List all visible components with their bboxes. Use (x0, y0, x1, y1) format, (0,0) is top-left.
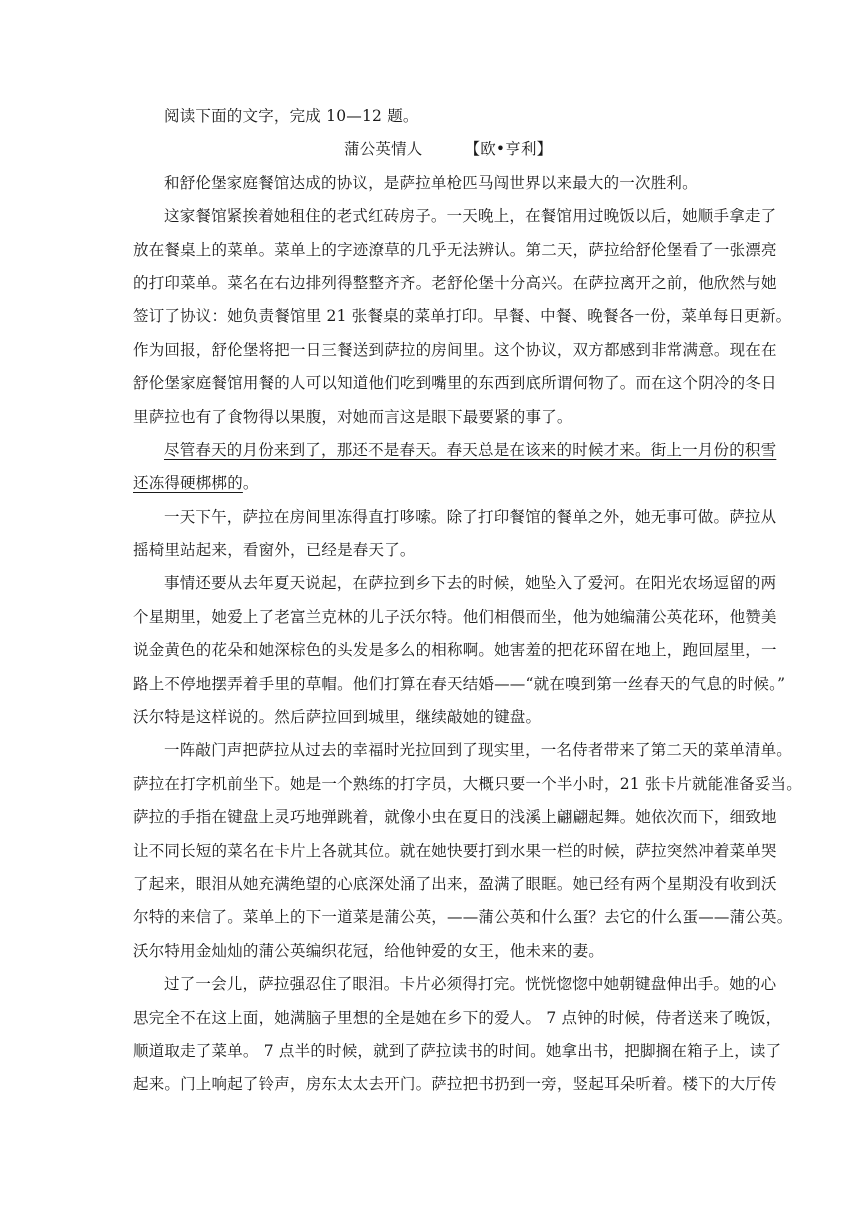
paragraph-line: 萨拉在打字机前坐下。她是一个熟练的打字员，大概只要一个半小时，21 张卡片就能准备妥当。 (133, 774, 802, 793)
paragraph-line: 的打印菜单。菜名在右边排列得整整齐齐。老舒伦堡十分高兴。在萨拉离开之前，他欣然与她 (133, 273, 777, 292)
paragraph-line: 舒伦堡家庭餐馆用餐的人可以知道他们吃到嘴里的东西到底所谓何物了。而在这个阴冷的冬日 (133, 374, 777, 393)
article-heading (133, 133, 769, 166)
paragraph-line: 摇椅里站起来，看窗外，已经是春天了。 (133, 541, 416, 560)
document-page (133, 100, 802, 1102)
paragraph-line: 作为回报，舒伦堡将把一日三餐送到萨拉的房间里。这个协议，双方都感到非常满意。现在在 (133, 340, 777, 359)
paragraph-line: 里萨拉也有了食物得以果腹，对她而言这是眼下最要紧的事了。 (133, 407, 573, 426)
paragraph-line: 和舒伦堡家庭餐馆达成的协议，是萨拉单枪匹马闯世界以来最大的一次胜利。 (164, 173, 698, 192)
paragraph-line: 一阵敲门声把萨拉从过去的幸福时光拉回到了现实里，一名侍者带来了第二天的菜单清单。 (164, 741, 793, 760)
paragraph-line: 了起来，眼泪从她充满绝望的心底深处涌了出来，盈满了眼眶。她已经有两个星期没有收到沃 (133, 874, 777, 893)
paragraph-line: 沃尔特用金灿灿的蒲公英编织花冠，给他钟爱的女王，他未来的妻。 (133, 941, 605, 960)
paragraph-line: 事情还要从去年夏天说起，在萨拉到乡下去的时候，她坠入了爱河。在阳光农场逗留的两 (164, 574, 777, 593)
paragraph-line: 放在餐桌上的菜单。菜单上的字迹潦草的几乎无法辨认。第二天，萨拉给舒伦堡看了一张漂亮 (133, 240, 777, 259)
paragraph-line: 尔特的来信了。菜单上的下一道菜是蒲公英，——蒲公英和什么蛋？去它的什么蛋——蒲公英。 (133, 908, 793, 927)
article-title: 蒲公英情人 (344, 140, 423, 159)
paragraph-line: 顺道取走了菜单。 7 点半的时候，就到了萨拉读书的时间。她拿出书，把脚搁在箱子上，读了 (133, 1041, 782, 1060)
paragraph-line (133, 434, 777, 467)
paragraph-line: 过了一会儿，萨拉强忍住了眼泪。卡片必须得打完。恍恍惚惚中她朝键盘伸出手。她的心 (164, 975, 777, 994)
paragraph-end-punctuation: 。 (242, 474, 259, 493)
article-author: 【欧•亨利】 (464, 140, 553, 159)
paragraph-line: 让不同长短的菜名在卡片上各就其位。就在她快要打到水果一栏的时候，萨拉突然冲着菜单哭 (133, 841, 777, 860)
underlined-text: 尽管春天的月份来到了，那还不是春天。春天总是在该来的时候才来。街上一月份的积雪 (164, 440, 777, 459)
paragraph-line: 萨拉的手指在键盘上灵巧地弹跳着，就像小虫在夏日的浅溪上翩翩起舞。她依次而下，细致地 (133, 808, 777, 827)
paragraph-line (133, 467, 769, 500)
paragraph-line: 沃尔特是这样说的。然后萨拉回到城里，继续敲她的键盘。 (133, 708, 542, 727)
underlined-text: 还冻得硬梆梆的 (133, 474, 243, 493)
paragraph-line: 一天下午，萨拉在房间里冻得直打哆嗦。除了打印餐馆的餐单之外，她无事可做。萨拉从 (164, 507, 777, 526)
paragraph-line: 个星期里，她爱上了老富兰克林的儿子沃尔特。他们相偎而坐，他为她编蒲公英花环，他赞美 (133, 607, 777, 626)
paragraph-line: 签订了协议：她负责餐馆里 21 张餐桌的菜单打印。早餐、中餐、晚餐各一份，菜单每日更新。 (133, 307, 792, 326)
paragraph-line: 思完全不在这上面，她满脑子里想的全是她在乡下的爱人。 7 点钟的时候，侍者送来了晚饭， (133, 1008, 782, 1027)
paragraph-line: 说金黄色的花朵和她深棕色的头发是多么的相称啊。她害羞的把花环留在地上，跑回屋里，一 (133, 641, 777, 660)
question-instruction: 阅读下面的文字，完成 10—12 题。 (164, 107, 419, 125)
paragraph-line: 路上不停地摆弄着手里的草帽。他们打算在春天结婚——“就在嗅到第一丝春天的气息的时候。” (133, 674, 786, 693)
paragraph-line: 起来。门上响起了铃声，房东太太去开门。萨拉把书扔到一旁，竖起耳朵听着。楼下的大厅传 (133, 1075, 777, 1094)
paragraph-line: 这家餐馆紧挨着她租住的老式红砖房子。一天晚上，在餐馆用过晚饭以后，她顺手拿走了 (164, 207, 777, 226)
